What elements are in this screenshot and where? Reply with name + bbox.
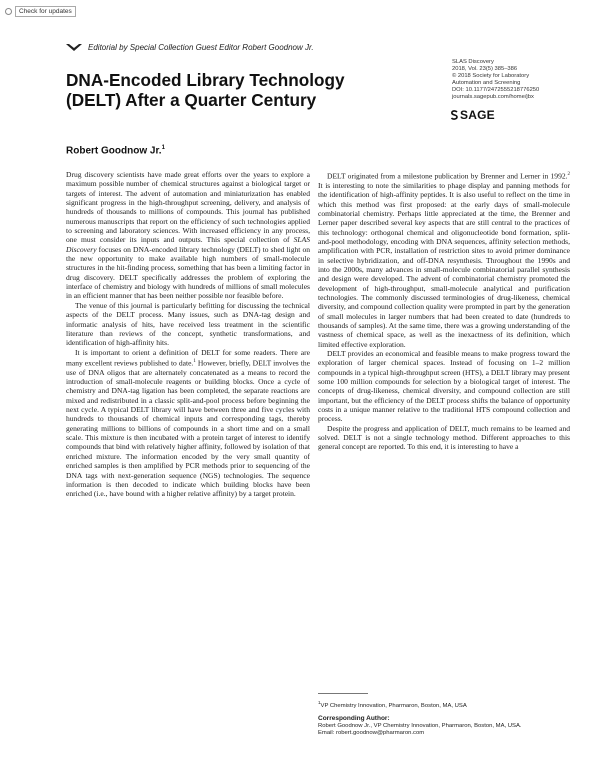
update-check-icon	[5, 8, 12, 15]
corresponding-author-details: Robert Goodnow Jr., VP Chemistry Innovation, Pharmaron, Boston, MA, USA.	[318, 722, 522, 729]
corresponding-author-label: Corresponding Author:	[318, 715, 390, 723]
sage-wordmark: SAGE	[460, 108, 495, 122]
footnote-divider	[318, 693, 368, 694]
paragraph: Drug discovery scientists have made great efforts over the years to explore a maximum possible number of chemical structures against a biological target or targets of interest. The advent of automation and miniaturization has enabled significant progress in the high-throughput screening, delivery, and analysis of hundreds of thousands to millions of compounds. This journal has published numerous manuscripts that report on the efficiency of such technologies applied to screening and laboratory sciences. With increased efficiency in any process, one must consider its inputs and outputs. This special collection of SLAS Discovery focuses on DNA-encoded library technology (DELT) to shed light on the new opportunity to make available high numbers of small-molecule structures in the hit-finding process, something that has been a limiting factor in drug discovery. DELT specifically addresses the problem of exploring the interface of chemistry and biology with hundreds of millions of small molecules in an efficient manner that has been neither possible nor feasible before.	[66, 170, 310, 301]
journal-name: SLAS Discovery	[452, 59, 494, 65]
reference-mark[interactable]: 1	[193, 358, 196, 364]
author-name: Robert Goodnow Jr.	[66, 145, 162, 157]
journal-volume: 2018, Vol. 23(5) 385–386	[452, 66, 518, 73]
paragraph: Despite the progress and application of DELT, much remains to be learned and solved. DELT is not a single technology method. Different approaches to this general concept are reported. To this end, it is interesting to have a	[318, 423, 570, 452]
journal-society: Automation and Screening	[452, 80, 521, 87]
title-line-2: (DELT) After a Quarter Century	[66, 90, 317, 110]
editorial-banner	[66, 43, 314, 52]
paragraph: The venue of this journal is particularly befitting for discussing the technical aspects of the DELT process. Many issues, such as DNA-tag design and informatic analysis of hits, have received less treatment in the scientific literature than reviews of the concept, synthetic transformations, and identification of high-affinity hits.	[66, 300, 310, 348]
check-for-updates-badge[interactable]	[5, 4, 76, 18]
sage-logo	[450, 108, 495, 122]
editorial-chevron-icon	[66, 43, 82, 52]
paragraph: DELT provides an economical and feasible means to make progress toward the exploration of larger chemical spaces. Instead of focusing on 1–2 million compounds in a typical high-throughput screen (HTS), a DELT library may present some 100 million compounds for selection by a biological target of interest. The concepts of drug-likeness, chemical diversity, and compound collection are still important, but the efficiency of the DELT process shifts the balance of opportunity costs in a unique manner relative to the traditional HTS compound collection and process.	[318, 349, 570, 424]
title-line-1: DNA-Encoded Library Technology	[66, 70, 345, 90]
affiliation-footnote: $^1$VP Chemistry Innovation, Pharmaron, Boston, MA, USA	[318, 700, 467, 709]
reference-mark[interactable]: 2	[567, 172, 570, 177]
paragraph: DELT originated from a milestone publication by Brenner and Lerner in 1992.$^2$ It is interesting to note the similarities to phage display and panning methods for the identification of high-affinity peptides. It is also useful to reflect on the time in which this method was first proposed: at the early days of small-molecule combinatorial chemistry. Perhaps little appreciated at the time, the Brenner and Lerner paper described several key aspects that are still central to the practices of this technology: orthogonal chemical and oligonucleotide bond formation, split-and-pool methodology, encoding with DNA sequences, affinity selection methods, amplification with PCR, installation of restriction sites to avoid primer dominance in selective hybridization, and off-DNA resynthesis. Throughout the 1990s and into the 2000s, many advances in small-molecule combinatorial parallel synthesis and design were developed. The advent of combinatorial chemistry promoted the development of high-throughput, small-molecule analytical and purification technologies. The commonly discussed terminologies of drug-likeness, chemical diversity, and compound collection quality were prompted in part by the generation of small molecules in larger numbers that had been created to date (hundreds to thousands of samples). At the same time, there was a growing understanding of the vastness of chemical space, as well as the inexactness of its definition, which limited effective exploration.	[318, 171, 570, 349]
editorial-note: Editorial by Special Collection Guest Editor Robert Goodnow Jr.	[88, 43, 314, 52]
journal-info	[452, 59, 587, 102]
paragraph: It is important to orient a definition of DELT for some readers. There are many excellent reviews published to date.$^1$ However, briefly, DELT involves the use of DNA oligos that are alternately concatenated as a means to record the introduction of small-molecule reagents or building blocks. Once a cycle of chemistry and DNA-tag ligation has been completed, the separate reactions are mixed and redistributed in a classic split-and-pool process before beginning the next cycle. A typical DELT library will have between three and five cycles with hundreds to thousands of chemical inputs and corresponding tags, thereby generating millions to billions of compounds in a short time and on a small scale. This mixture is then incubated with a protein target of interest to identify compounds that bind with relatively higher affinity, followed by isolation of that enriched mixture. The information encoded by the very small quantity of enriched samples is then amplified by PCR methods prior to sequencing of the DNA tags with next-generation sequence (NGS) technologies. The sequence information is then decoded to indicate which building blocks have been enriched (i.e., have bound with a higher relative affinity) by a target protein.	[66, 347, 310, 499]
journal-name-italic: SLAS Discovery	[66, 235, 310, 254]
journal-url[interactable]: journals.sagepub.com/home/jbx	[452, 94, 534, 101]
body-column-right	[318, 170, 570, 452]
author-affiliation-mark: 1	[161, 145, 165, 151]
corresponding-author-email[interactable]: Email: robert.goodnow@pharmaron.com	[318, 730, 425, 737]
journal-copyright: © 2018 Society for Laboratory	[452, 73, 530, 80]
author-line	[66, 145, 165, 156]
journal-doi[interactable]: DOI: 10.1177/2472555218776250	[452, 87, 540, 94]
sage-swirl-icon	[450, 110, 459, 120]
article-title	[66, 70, 396, 110]
footnotes	[318, 699, 578, 738]
body-column-left	[66, 170, 310, 499]
check-for-updates-label: Check for updates	[15, 6, 76, 17]
